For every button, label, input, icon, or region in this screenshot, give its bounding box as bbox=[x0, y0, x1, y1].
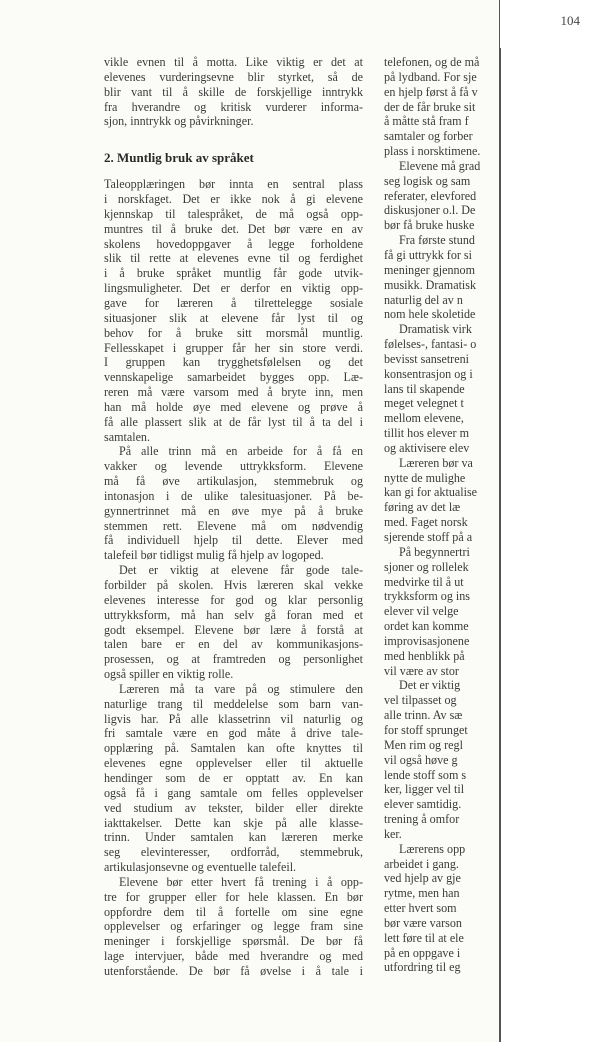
text-line: og aktivisere elev bbox=[384, 440, 470, 455]
text-line: fri samtale være en god måte å drive tale- bbox=[104, 726, 363, 741]
text-line: improvisasjonene bbox=[384, 633, 470, 648]
text-line: trinn. Under samtalen kan læreren merke bbox=[104, 830, 363, 845]
text-line: plass i norsktimene. bbox=[384, 144, 481, 159]
text-line: situasjoner slik at elevene får lyst til og bbox=[104, 310, 363, 325]
text-line: Det er viktig bbox=[399, 678, 461, 693]
text-line: stemmen rett. Elevene må om nødvendig bbox=[104, 518, 363, 533]
text-line: seg elevinteresser, ordforråd, stemmebruk, bbox=[104, 845, 363, 860]
text-line: lingsmuligheter. Det er derfor en viktig opp- bbox=[104, 281, 363, 296]
text-line: oppfordre dem til å fortelle om sine egne bbox=[104, 904, 363, 919]
text-line: kan gi for aktualise bbox=[384, 485, 478, 500]
text-line: arbeidet i gang. bbox=[384, 856, 459, 871]
text-line: trening å omfor bbox=[384, 812, 460, 827]
text-line: få individuell hjelp til dette. Elever med bbox=[104, 533, 363, 548]
text-line: Fellesskapet i grupper får her sin store verdi. bbox=[104, 340, 363, 355]
text-line: få gi uttrykk for si bbox=[384, 247, 472, 262]
text-line: elever vil velge bbox=[384, 604, 459, 619]
text-line: forbilder på skolen. Hvis læreren skal vekke bbox=[104, 578, 363, 592]
text-line: diskusjoner o.l. De bbox=[384, 203, 476, 218]
text-line: prosessen, og at framtreden og personlighet bbox=[104, 652, 363, 667]
text-line: behov for å bruke sitt morsmål muntlig. bbox=[104, 325, 363, 340]
text-line: lans til skapende bbox=[384, 381, 465, 396]
text-line: meget velegnet t bbox=[384, 396, 464, 411]
text-line: skolens hovedoppgaver å legge forholdene bbox=[104, 236, 363, 251]
text-line: sjon, inntrykk og påvirkninger. bbox=[104, 114, 254, 129]
text-line: utfordring til eg bbox=[384, 960, 461, 975]
text-line: meninger i forskjellige spørsmål. De bør få bbox=[104, 934, 363, 949]
text-line: musikk. Dramatisk bbox=[384, 277, 477, 292]
text-line: en hjelp først å få v bbox=[384, 84, 478, 99]
text-line: Lærerens opp bbox=[399, 841, 466, 856]
text-line: elever samtidig. bbox=[384, 797, 462, 812]
text-line: Det er viktig at elevene får gode tale- bbox=[119, 563, 363, 578]
text-line: for stoff sprunget bbox=[384, 722, 468, 737]
text-line: der de får bruke sit bbox=[384, 99, 476, 114]
text-line: ordet kan komme bbox=[384, 619, 469, 634]
text-line: referater, elevfored bbox=[384, 188, 477, 203]
text-line: på en oppgave i bbox=[384, 945, 461, 960]
section-heading: 2. Muntlig bruk av språket bbox=[104, 150, 254, 166]
text-line: føring av det læ bbox=[384, 500, 461, 515]
text-line: lage intervjuer, både med hverandre og med bbox=[104, 949, 363, 964]
text-line: uttrykksform, må han selv gå foran med et bbox=[104, 607, 363, 622]
text-line: Men rim og regl bbox=[384, 737, 463, 752]
text-line: I gruppen kan trygghetsfølelsen og det bbox=[104, 355, 363, 370]
text-line: ved studium av tekster, bilder eller direkte bbox=[104, 800, 363, 815]
text-line: Elevene må grad bbox=[399, 158, 481, 173]
text-line: på lydband. For sje bbox=[384, 69, 477, 84]
text-line: kjennskap til talespråket, de må også opp- bbox=[104, 206, 363, 221]
text-line: intonasjon i de ulike talesituasjoner. På be- bbox=[104, 488, 363, 503]
text-line: talefeil bør tidligst mulig få hjelp av logoped. bbox=[104, 548, 324, 563]
text-line: Elevene bør etter hvert få trening i å opp- bbox=[119, 874, 363, 889]
text-line: Fra første stund bbox=[399, 233, 475, 248]
text-line: vennskapelige samarbeidet bygges opp. Læ- bbox=[104, 370, 363, 385]
text-line: trykksform og ins bbox=[384, 589, 470, 604]
text-line: vel tilpasset og bbox=[384, 693, 457, 708]
text-line: På begynnertri bbox=[399, 544, 470, 559]
text-line: samtaler og forber bbox=[384, 129, 473, 144]
text-line: telefonen, og de må bbox=[384, 55, 480, 69]
text-line: få alle plassert slik at de får lyst til å ta del i bbox=[104, 414, 363, 429]
text-line: sjoner og rollelek bbox=[384, 559, 469, 574]
text-line: seg logisk og sam bbox=[384, 173, 471, 188]
text-line: følelses-, fantasi- o bbox=[384, 337, 477, 352]
text-line: talen bare er en del av kommunikasjons- bbox=[104, 637, 363, 652]
left-text-column bbox=[104, 55, 363, 979]
text-line: naturlige trang til meddelelse som barn van- bbox=[104, 696, 363, 711]
text-line: På alle trinn må en arbeide for å få en bbox=[119, 444, 363, 459]
text-line: i å bruke språket muntlig får gode utvik- bbox=[104, 266, 363, 281]
text-line: samtalen. bbox=[104, 429, 151, 444]
text-line: reren må være varsom med å bryte inn, men bbox=[104, 385, 363, 400]
text-line: mellom elevene, bbox=[384, 411, 464, 426]
text-line: med henblikk på bbox=[384, 648, 465, 663]
text-line: vakker og levende uttrykksform. Elevene bbox=[104, 459, 363, 474]
text-line: Taleopplæringen bør innta en sentral plass bbox=[104, 177, 363, 192]
text-line: med. Faget norsk bbox=[384, 515, 468, 530]
text-line: slik til rette at elevenes evne til og ferdighet bbox=[104, 251, 363, 266]
text-line: elevenes interesse for god og klar personlig bbox=[104, 592, 363, 607]
text-line: utenforstående. De bør få øvelse i å tale i bbox=[104, 963, 363, 978]
text-line: også få i gang samtale om felles opplevelser bbox=[104, 785, 363, 800]
text-line: Dramatisk virk bbox=[399, 322, 472, 337]
text-line: etter hvert som bbox=[384, 901, 457, 916]
text-line: ker. bbox=[384, 826, 402, 841]
text-line: godt eksempel. Elevene bør lære å forstå at bbox=[104, 622, 363, 637]
text-line: bevisst sansetreni bbox=[384, 351, 469, 366]
text-line: elevenes egne opplevelser eller til aktuelle bbox=[104, 756, 363, 771]
text-line: å måtte stå fram f bbox=[384, 114, 469, 129]
text-line: vil også høve g bbox=[384, 752, 458, 767]
text-line: gynnertrinnet må en øve mye på å bruke bbox=[104, 503, 363, 518]
text-line: artikulasjonsevne og eventuelle talefeil. bbox=[104, 860, 297, 875]
text-line: opplevelser og erfaringer og legge fram sine bbox=[104, 919, 363, 934]
text-line: i norskfaget. Det er ikke nok å gi elevene bbox=[104, 192, 363, 207]
text-line: Læreren bør va bbox=[399, 455, 473, 470]
text-line: bør være varson bbox=[384, 915, 462, 930]
text-line: tillit hos elever m bbox=[384, 426, 469, 441]
text-line: tre for grupper eller for hele klassen. En bør bbox=[104, 889, 363, 904]
text-line: blir vant til å skille de forskjellige inntrykk bbox=[104, 84, 363, 99]
text-line: bør få bruke huske bbox=[384, 218, 475, 233]
text-line: nytte de mulighe bbox=[384, 470, 466, 485]
text-line: vikle evnen til å motta. Like viktig er det at bbox=[104, 55, 363, 69]
text-line: ker, ligger vel til bbox=[384, 782, 465, 797]
right-text-column bbox=[384, 55, 497, 975]
text-line: vil være av stor bbox=[384, 663, 459, 678]
text-line: lett føre til at ele bbox=[384, 930, 464, 945]
page-number: 104 bbox=[560, 13, 580, 28]
text-line: gave for læreren å tilrettelegge sosiale bbox=[104, 295, 363, 310]
text-line: må få øve artikulasjon, stemmebruk og bbox=[104, 474, 363, 489]
text-line: ligvis har. På alle klassetrinn vil naturlig og bbox=[104, 711, 363, 726]
text-line: konsentrasjon og i bbox=[384, 366, 473, 381]
text-line: meninger gjennom bbox=[384, 262, 476, 277]
text-line: elevenes vurderingsevne blir styrket, så de bbox=[104, 69, 363, 84]
text-line: sjerende stoff på a bbox=[384, 530, 473, 544]
text-line: hendinger som de er opptatt av. En kan bbox=[104, 770, 363, 785]
text-line: også spiller en viktig rolle. bbox=[104, 667, 234, 682]
text-line: opplæring på. Samtalen kan ofte knyttes til bbox=[104, 741, 363, 756]
text-line: rytme, men han bbox=[384, 886, 460, 901]
text-line: fra hverandre og kritisk vurderer informa- bbox=[104, 99, 363, 114]
text-line: naturlig del av n bbox=[384, 292, 463, 307]
text-line: Læreren må ta vare på og stimulere den bbox=[119, 681, 363, 696]
book-spine-divider bbox=[499, 0, 501, 1042]
text-line: nom hele skoletide bbox=[384, 307, 476, 322]
text-line: han må holde øye med elevene og prøve å bbox=[104, 399, 363, 414]
text-line: alle trinn. Av sæ bbox=[384, 708, 463, 723]
text-line: medvirke til å ut bbox=[384, 574, 464, 589]
text-line: ved hjelp av gje bbox=[384, 871, 461, 886]
text-line: lende stoff som s bbox=[384, 767, 467, 782]
text-line: muntres til å bruke det. Det bør være en av bbox=[104, 221, 363, 236]
text-line: iakttakelser. Dette kan skje på alle klasse- bbox=[104, 815, 363, 830]
